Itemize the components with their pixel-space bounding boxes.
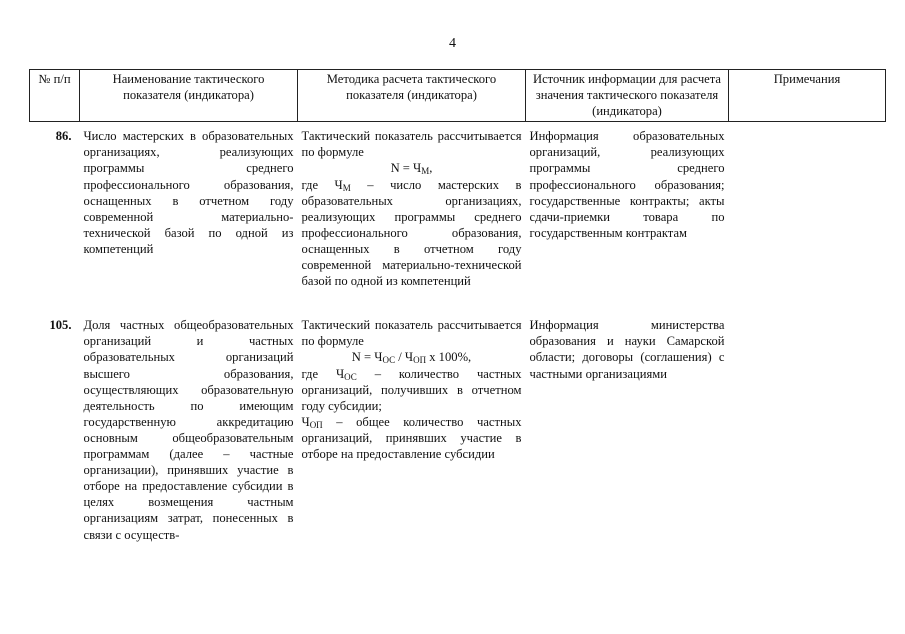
formula: $N = Ч_{ОС} / Ч_{ОП}$ х 100%, (351, 350, 472, 366)
formula: $N = Ч_М$, (390, 161, 433, 177)
calculation-method (298, 316, 526, 542)
information-source: Информация министерства образования и науки Самарской области; договоры (соглашения) с частными организациями (529, 318, 725, 381)
notes (729, 316, 886, 542)
method-description: где $Ч_{ОС}$ – количество частных организаций, получивших в отчетном году субсидии; (301, 366, 522, 413)
method-intro: Тактический показатель рассчитывается по формуле (301, 129, 522, 160)
method-description: $Ч_{ОП}$ – общее количество частных организаций, принявших участие в отборе на предоставление субсидии (301, 414, 522, 462)
indicator-name: Число мастерских в образовательных организациях, реализующих программы среднего профессионального образования, оснащенных в отчетном году современной материально-технической базой по одной из компетенций (83, 129, 294, 256)
header-calculation-method: Методика расчета тактического показателя (индикатора) (298, 70, 526, 122)
table-header-row (30, 70, 886, 122)
row-number: 86. (55, 129, 72, 144)
header-number: № п/п (30, 70, 80, 122)
indicator-name: Доля частных общеобразовательных организаций и частных образовательных организаций высшего образования, осуществляющих образовательную деятельность по имеющим государственную аккредитацию основным общеобразовательным программам (далее – частные организации), принявших участие в отборе на предоставление субсидии в целях возмещения частным организациям затрат, понесенных в связи с осуществ- (83, 318, 294, 542)
row-number: 105. (49, 318, 72, 333)
table-row (30, 316, 886, 542)
notes (729, 122, 886, 317)
method-intro: Тактический показатель рассчитывается по формуле (301, 318, 522, 349)
method-description: где $Ч_М$ – число мастерских в образовательных организациях, реализующих программы среднего профессионального образования, оснащенных в отчетном году современной материально-технической базой по одной из компетенций (301, 177, 522, 289)
calculation-method (298, 122, 526, 317)
header-notes: Примечания (729, 70, 886, 122)
header-information-source: Источник информации для расчета значения тактического показателя (индикатора) (526, 70, 729, 122)
header-indicator-name: Наименование тактического показателя (индикатора) (80, 70, 298, 122)
page-number: 4 (449, 36, 456, 51)
information-source: Информация образовательных организаций, реализующих программы среднего профессионального образования; государственные контракты; акты сдачи-приемки товара по государственным контрактам (529, 129, 725, 240)
table-row (30, 122, 886, 317)
indicator-table (29, 69, 886, 543)
